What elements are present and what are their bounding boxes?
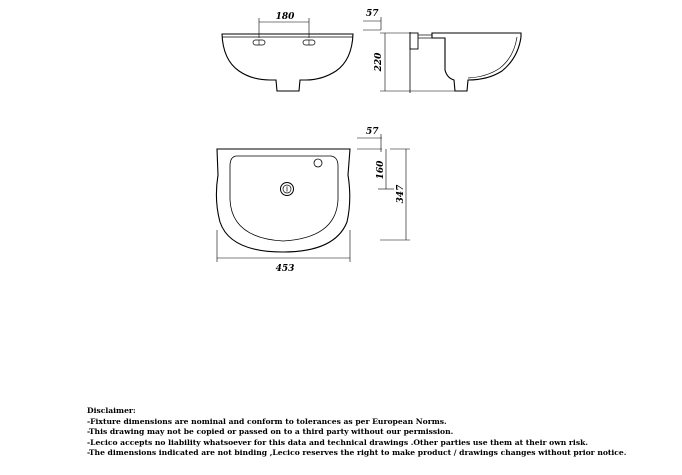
dim-side-depth: 57 [366, 9, 379, 19]
dim-side-height: 220 [374, 52, 384, 72]
top-view-bowl [230, 156, 338, 241]
disclaimer-block [87, 406, 677, 459]
dim-top-length: 347 [396, 184, 406, 204]
dim-top-width: 453 [275, 264, 295, 274]
dim-drain-offset: 160 [376, 160, 386, 180]
side-view-basin-outline [432, 33, 521, 91]
front-view [222, 12, 353, 91]
dim-handle-spacing: 180 [275, 12, 295, 22]
disclaimer-title: Disclaimer: [87, 406, 136, 415]
side-tap-stub [410, 33, 418, 49]
front-view-basin-outline [222, 34, 353, 91]
disclaimer-line: -Lecico accepts no liability whatsoever for this data and technical drawings .Other parties use them at their own risk. [87, 437, 589, 447]
side-view [363, 9, 521, 93]
disclaimer-line: -Fixture dimensions are nominal and conform to tolerances as per European Norms. [87, 416, 447, 426]
top-view [216, 127, 410, 274]
disclaimer-line: -This drawing may not be copied or passed on to a third party without our permission. [87, 427, 454, 437]
top-view-basin-outline [216, 149, 350, 252]
dim-top-depth: 57 [366, 127, 379, 137]
disclaimer-line: -The dimensions indicated are not binding ,Lecico reserves the right to make product / drawings changes without prior notice. [87, 448, 627, 458]
top-tap-hole-icon [314, 159, 322, 167]
